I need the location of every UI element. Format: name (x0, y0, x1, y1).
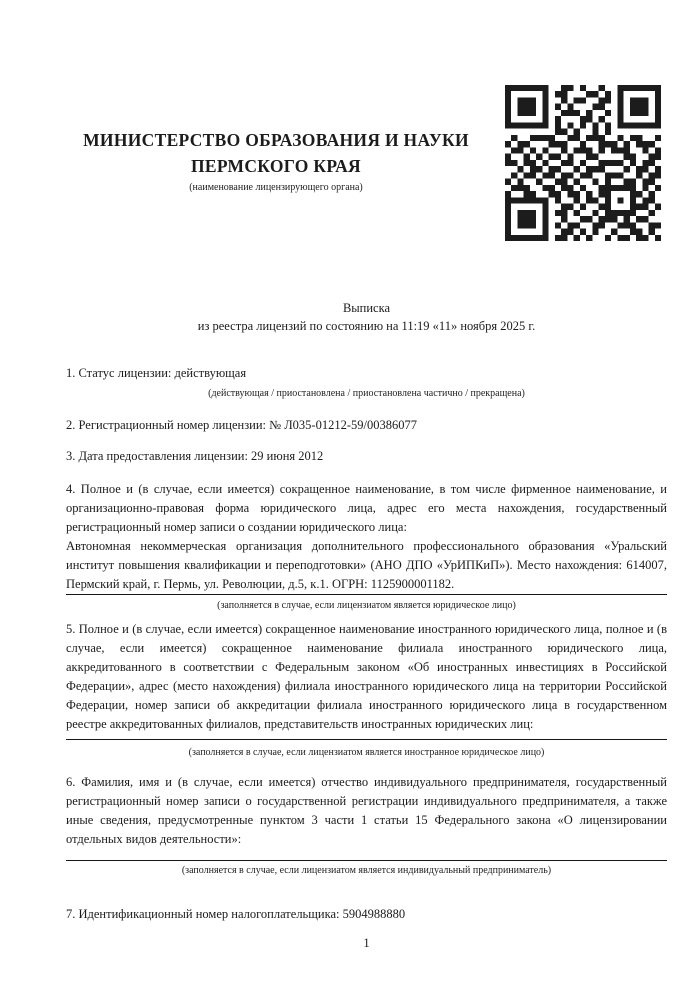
issuing-authority-block (66, 127, 486, 194)
registration-number-text: 2. Регистрационный номер лицензии: № Л035-01212-59/00386077 (66, 418, 417, 432)
ministry-name-line2: ПЕРМСКОГО КРАЯ (191, 156, 361, 176)
item-license-grant-date (66, 447, 667, 466)
legal-entity-caption: (заполняется в случае, если лицензиатом является юридическое лицо) (217, 600, 516, 611)
issuing-authority-caption: (наименование лицензирующего органа) (189, 182, 363, 193)
item-license-status (66, 364, 667, 400)
item-foreign-legal-entity (66, 620, 667, 759)
individual-entrepreneur-label: 6. Фамилия, имя и (в случае, если имеется) отчество индивидуального предпринимателя, государственный регистрационный номер записи о государственной регистрации индивидуального предпринимателя, а также иные сведения, предусмотренные пунктом 3 части 1 статьи 15 Федерального закона «О лицензировании отдельных видов деятельности»: (66, 775, 667, 846)
foreign-legal-entity-caption: (заполняется в случае, если лицензиатом является иностранное юридическое лицо) (188, 747, 545, 758)
license-status-options-caption: (действующая / приостановлена / приостановлена частично / прекращена) (208, 388, 525, 399)
document-title (66, 299, 667, 335)
qr-code-icon (505, 85, 661, 241)
page-number: 1 (363, 936, 370, 950)
item-legal-entity (66, 480, 667, 612)
taxpayer-id-text: 7. Идентификационный номер налогоплательщика: 5904988880 (66, 907, 406, 921)
fill-in-line (66, 594, 667, 595)
document-title-line1: Выписка (342, 301, 391, 315)
item-registration-number (66, 416, 667, 435)
individual-entrepreneur-caption: (заполняется в случае, если лицензиатом является индивидуальный предприниматель) (181, 865, 552, 876)
document-title-line2: из реестра лицензий по состоянию на 11:19 «11» ноября 2025 г. (197, 319, 536, 333)
item-taxpayer-id (66, 905, 667, 924)
legal-entity-label: 4. Полное и (в случае, если имеется) сокращенное наименование, в том числе фирменное наименование, и организационно-правовая форма юридического лица, адрес его места нахождения, государственный регистрационный номер записи о создании юридического лица: (66, 482, 667, 534)
item-individual-entrepreneur (66, 773, 667, 877)
foreign-legal-entity-label: 5. Полное и (в случае, если имеется) сокращенное наименование иностранного юридического лица, полное и (в случае, если имеется) сокращенное наименование филиала иностранного юридического лица, аккредитованного в соответствии с Федеральным законом «Об иностранных инвестициях в Российской Федерации», адрес (место нахождения) филиала иностранного юридического лица на территории Российской Федерации, номер записи об аккредитации филиала иностранного юридического лица в государственном реестре аккредитованных филиалов, представительств иностранных юридических лиц: (66, 622, 667, 731)
ministry-name-line1: МИНИСТЕРСТВО ОБРАЗОВАНИЯ И НАУКИ (83, 130, 469, 150)
license-status-text: 1. Статус лицензии: действующая (66, 366, 247, 380)
legal-entity-value: Автономная некоммерческая организация дополнительного профессионального образования «Уральский институт повышения квалификации и переподготовки» (АНО ДПО «УрИПКиП»). Место нахождения: 614007, Пермский край, г. Пермь, ул. Революции, д.5, к.1. ОГРН: 1125900001182. (66, 539, 667, 591)
license-grant-date-text: 3. Дата предоставления лицензии: 29 июня 2012 (66, 449, 324, 463)
fill-in-line (66, 860, 667, 861)
fill-in-line (66, 739, 667, 740)
